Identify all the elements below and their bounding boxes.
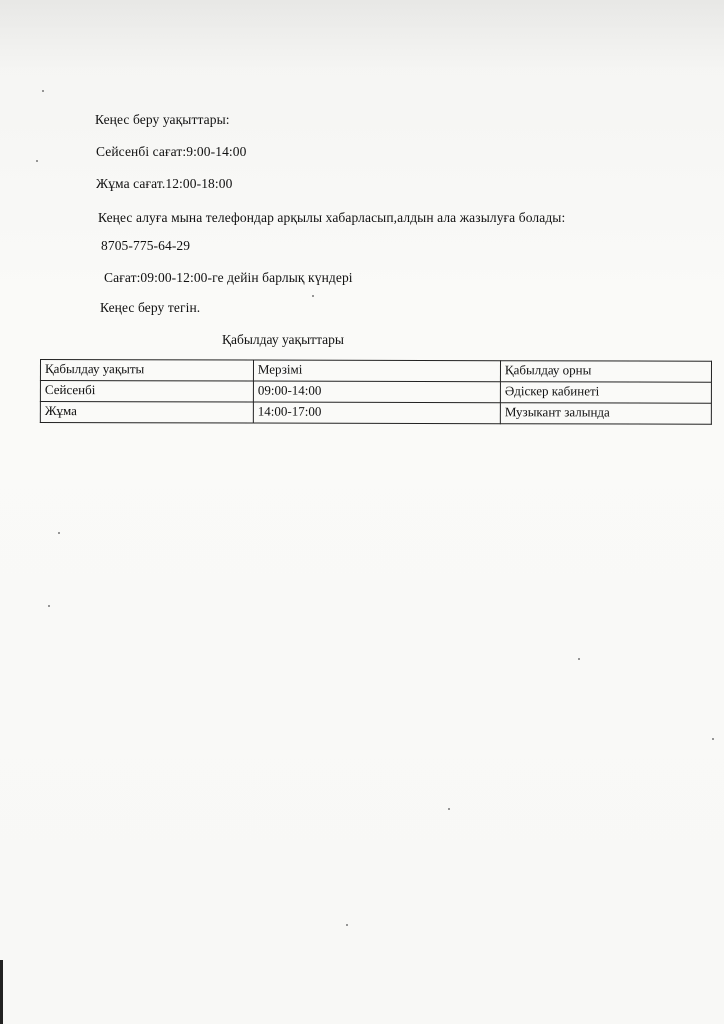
header-reception-place: Қабылдау орны	[500, 361, 711, 383]
dust-speck	[36, 160, 38, 162]
cell-place: Музыкант залында	[500, 403, 711, 425]
scan-edge	[0, 960, 3, 1024]
cell-time: 09:00-14:00	[253, 381, 500, 403]
scan-shadow	[0, 0, 724, 70]
reception-schedule-table	[40, 359, 712, 425]
phone-instructions: Кеңес алуға мына телефондар арқылы хабарласып,алдын ала жазылуға болады:	[98, 210, 566, 225]
dust-speck	[712, 738, 714, 740]
free-consultation-note: Кеңес беру тегін.	[100, 300, 201, 315]
header-period: Мерзімі	[253, 360, 500, 382]
call-hours: Сағат:09:00-12:00-ге дейін барлық күндері	[104, 270, 353, 285]
dust-speck	[42, 90, 44, 92]
cell-day: Сейсенбі	[40, 381, 253, 403]
table-row	[40, 381, 711, 404]
friday-hours: Жұма сағат.12:00-18:00	[96, 176, 233, 191]
tuesday-hours: Сейсенбі сағат:9:00-14:00	[96, 144, 247, 159]
phone-number: 8705-775-64-29	[101, 238, 191, 253]
consultation-hours-heading: Кеңес беру уақыттары:	[95, 112, 230, 127]
table-header-row	[40, 360, 711, 383]
table-title: Қабылдау уақыттары	[222, 332, 344, 347]
dust-speck	[346, 924, 348, 926]
dust-speck	[578, 658, 580, 660]
dust-speck	[58, 532, 60, 534]
header-reception-time: Қабылдау уақыты	[40, 360, 253, 382]
table-row	[40, 402, 711, 425]
dust-speck	[312, 295, 314, 297]
cell-day: Жұма	[40, 402, 253, 424]
cell-place: Әдіскер кабинеті	[500, 382, 711, 404]
cell-time: 14:00-17:00	[253, 402, 500, 424]
dust-speck	[448, 808, 450, 810]
dust-speck	[48, 605, 50, 607]
